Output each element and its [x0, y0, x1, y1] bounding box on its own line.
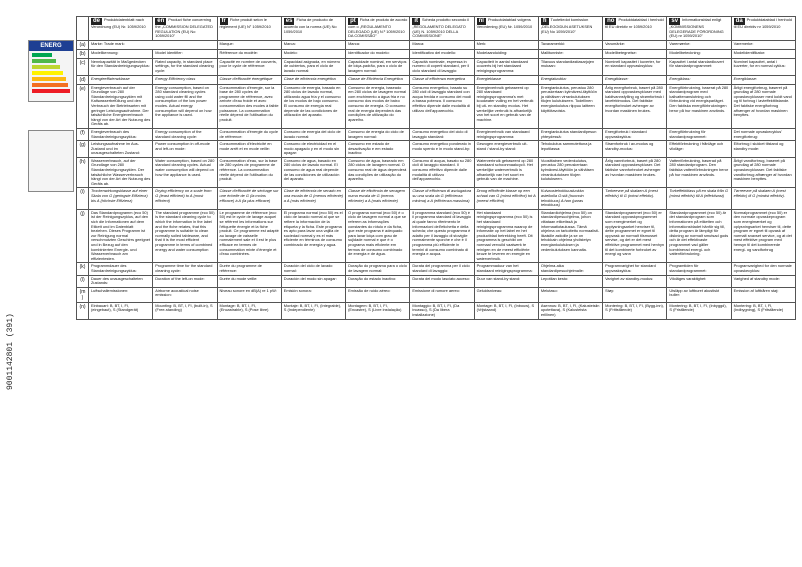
table-cell: Droog efficiëntie klasse op een schaal van G (minst efficiënt) tot A (meest efficiënt) — [474, 188, 538, 209]
header-row — [77, 17, 796, 41]
table-cell: Tehokulutus sammutettuna ja lepotilassa: — [538, 141, 602, 158]
table-cell: Consumo di acqua, basato su 280 cicli di lavaggio standard. Il consumo effettivo dipende dalle modalità di utilizzo dell'apparecchio. — [410, 157, 474, 188]
table-cell: Model identifier: — [153, 49, 217, 58]
table-cell: Consumo energetico del ciclo di lavaggio standard: — [410, 128, 474, 140]
row-label: (c) — [77, 58, 89, 75]
table-cell: Varemærke: — [667, 40, 731, 49]
table-cell: Identificativo del modello: — [410, 49, 474, 58]
table-cell: Consommation d'énergie du cycle de référence: — [217, 128, 281, 140]
table-cell: Energy Efficiency class — [153, 75, 217, 84]
table-cell: Classe di efficienza di asciugatura su una scala da G (efficienza minima) a A (efficienza massima) — [410, 188, 474, 209]
table-cell: Durée du programme de référence: — [217, 263, 281, 275]
table-cell: Montering: B, BT, I, FI, (Indbygning), S (Fritstående) — [731, 302, 795, 319]
table-cell: Modelaanduiding: — [474, 49, 538, 58]
document-code: 9001142801 (391) — [6, 313, 15, 390]
table-cell: Rated capacity, in standard place settings, for the standard cleaning cycle: — [153, 58, 217, 75]
table-cell: Varighed af standby mode: — [731, 275, 795, 287]
table-cell: Consumo de água, baseado em 280 ciclos de lavagem normal. O consumo real de água dependerá das condições de utilização do aparelho. — [346, 157, 410, 188]
table-cell: Marca: — [346, 40, 410, 49]
column-header-es — [281, 17, 345, 41]
table-cell: Référence du modèle: — [217, 49, 281, 58]
column-title: Ficha de producto de acuerdo con la norma (UE) No 1059/2010 — [283, 17, 337, 34]
table-cell: Standardiohjelma (eco 50) on standardipesuohjelma, johon viitataan etiketissä ja informaatiotaulussa. Tämä ohjelma on tarkoitettu normaalisti-likaisille astioille ja se on tehokkain ohjelma yhdistetyn energiankulutuksen ja vedenkulutuksen kannalta. — [538, 209, 602, 263]
table-cell: Energy consumption of the standard cleaning cycle: — [153, 128, 217, 140]
table-cell: Energiklasse: — [603, 75, 667, 84]
table-cell: Programvarighet for standard oppvasksyklus: — [603, 263, 667, 275]
row-label: (k) — [77, 263, 89, 275]
table-cell: Duración del ciclo de lavado normal: — [281, 263, 345, 275]
table-cell: Viloläges varaktighet: — [667, 275, 731, 287]
row-label: (l) — [77, 275, 89, 287]
table-cell: Emissão de ruído aéreo: — [346, 287, 410, 302]
table-cell: Energiklasse: — [731, 75, 795, 84]
table-cell: Classe de eficiência de secagem numa escala de G (menos eficiente) a A (mais eficiente) — [346, 188, 410, 209]
table-cell: Tørreevne på skalaen A (mest effektiv) til G (mindst effektiv). — [731, 188, 795, 209]
energy-label-brand: ENERG — [29, 41, 73, 51]
table-row — [77, 188, 796, 209]
table-cell: Das Standardprogramm (eco 50) ist der Reinigungszyklus, auf den sich die Informationen auf dem Etikett und im Datenblatt beziehen. Dieses Programm ist zur Reinigung normal verschmutzten Geschirrs geeignet und in Bezug auf den kombinierten Energie- und Wasserverbrauch am effizientesten. — [89, 209, 153, 263]
table-cell: Marque: — [217, 40, 281, 49]
table-cell: Consumo de electricidad en el modo apagado y en el modo sin apagar: — [281, 141, 345, 158]
energy-label-thumbnail — [28, 40, 74, 102]
table-cell: Classe di efficienza energetica — [410, 75, 474, 84]
column-title: Produktdatablad i henhold til EU direktiv nr 1059/2010 — [605, 17, 664, 29]
table-cell: Marca: — [281, 40, 345, 49]
product-fiche-table — [76, 16, 796, 320]
table-cell: Tavaramerkki: — [538, 40, 602, 49]
row-label: (m) — [77, 287, 89, 302]
table-cell: Drying efficiency on a scale from G (least efficient) to A (most efficient) — [153, 188, 217, 209]
column-title: Informationsblad enligt „KOMMISSIONENS DELEGERADE FÖRORDNING (EU) nr 1059/2010” — [669, 17, 724, 39]
table-cell: Capacité en nombre de couverts, pour le cycle de référence: — [217, 58, 281, 75]
header-blank — [77, 17, 89, 41]
table-cell: Energieverbrauch des Standardreinigungszyklus: — [89, 128, 153, 140]
row-label: (d) — [77, 75, 89, 84]
table-cell: Niveau sonore en dB(A) re 1 pW: — [217, 287, 281, 302]
table-cell: Mounting: B, BT, I, FI, (built-in), S (Free-standing) — [153, 302, 217, 319]
table-cell: Consumo energetico, basato su 280 cicli di lavaggio standard con acqua fredda e consumo dei modi a bassa potenza. Il consumo effettivo dipende dalle modalità di utilizzo dell'apparecchio. — [410, 84, 474, 128]
table-cell: Duration of the left-on mode: — [153, 275, 217, 287]
table-cell: Det normale opvaskecyklus' energiforbrug: — [731, 128, 795, 140]
table-cell: Nominell kapasitet i kuverter, for en standard oppvasksyklus: — [603, 58, 667, 75]
table-cell: Power consumption in off-mode and left-on mode: — [153, 141, 217, 158]
table-row — [77, 302, 796, 319]
table-cell: Gewogen energieverbruik uit-stand / stand-by stand: — [474, 141, 538, 158]
table-cell: Consumo energetico ponderato in modo spento e in modo stand-by: — [410, 141, 474, 158]
table-cell: Tilavuus standardiastiasarjojen mukaan: — [538, 58, 602, 75]
table-body — [77, 40, 796, 319]
table-row — [77, 84, 796, 128]
language-code: es — [285, 18, 293, 24]
table-cell: Capacità nominale, espressa in numero di coperti standard, per il ciclo standard di lavaggio: — [410, 58, 474, 75]
table-cell: Årlig vannforbruk, basert på 280 standard oppvaskesykluser. Det faktiske vannforbruket avhenger av hvordan maskinen brukes. — [603, 157, 667, 188]
table-row — [77, 209, 796, 263]
table-row — [77, 75, 796, 84]
language-code: en — [157, 18, 165, 24]
table-cell: Emissione di rumore aereo: — [410, 287, 474, 302]
table-cell: Programme time for the standard cleaning cycle: — [153, 263, 217, 275]
table-row — [77, 58, 796, 75]
table-cell: Duur van stand-by stand: — [474, 275, 538, 287]
column-title: Produktdatenblatt nach Verordnung (EU) Nr. 1059/2010 — [91, 17, 146, 29]
row-label: (n) — [77, 302, 89, 319]
table-cell: Energialuokka: — [538, 75, 602, 84]
table-cell: Waterverbruik gebaseerd op 280 standaard schoonmaakcycli. Het werkelijke waterverbruik is afhankelijk van het soort en gebruik van de machine. — [474, 157, 538, 188]
table-cell: Modellbetegnelse: — [603, 49, 667, 58]
table-cell: Modelo: — [281, 49, 345, 58]
column-header-sv — [667, 17, 731, 41]
table-cell: Airborne acoustical noise emission: — [153, 287, 217, 302]
table-cell: O programa normal (eco 50) é o ciclo de lavagem normal a que se referem as informações constantes do rótulo e da ficha, que este programa é adequado para lavar loiça com grau de sujidade normal e que é o programa mais eficiente em termos de consumo combinado de energia e de água. — [346, 209, 410, 263]
table-cell: Montage: B, BT, I, FI, (Encastrable), S (Pose libre) — [217, 302, 281, 319]
table-cell: Emisión sonora: — [281, 287, 345, 302]
table-cell: Capacidad asignada, en número de cubiertos, para el ciclo de lavado normal: — [281, 58, 345, 75]
table-cell: Nennkapazität in Maßgedecken für den Standardreinigungszyklus: — [89, 58, 153, 75]
column-title: Ficha de produto de acordo com o „REGULAMENTO DELEGADO (UE) N.º 1059/2010 DA COMISSÃO” — [348, 17, 408, 39]
table-cell: Energieklasse — [474, 75, 538, 84]
language-code: da — [735, 18, 743, 24]
table-cell: Varighet av standby-modus: — [603, 275, 667, 287]
language-code: no — [607, 18, 615, 24]
table-cell: Het standaard reinigingsprogramma (eco 50) is het standaard reinigingsprogramma waarop de informatie op het label en het productblad betrekking heeft. Dit programma is geschikt om normaal vervuild vaatwerk te reinigen en de meest efficiënte keuze te leveren en energie en waterverbruik. — [474, 209, 538, 263]
language-code: pt — [350, 18, 356, 24]
row-label: (h) — [77, 157, 89, 188]
table-cell: Årligt vandforbrug, baseret på grundlag af 280 normale opvaskecyklusser. Det faktiske vandforbrug afhænger af hvordan maskinen benyttes. — [731, 157, 795, 188]
table-cell: Capacidade nominal, em serviços de loiça-padrão, para o ciclo de lavagem normal: — [346, 58, 410, 75]
column-title: Scheda prodotto secondo il „REGOLAMENTO DELEGATO (UE) N. 1059/2010 DELLA COMMISSIONE” — [412, 17, 470, 39]
table-cell: The standard programme (eco 50) is the standard cleaning cycle to which the information in the label and the fiche relates, that this programme is suitable to clean normally soiled tableware, and that it is the most efficient programme in terms of combined energy and water consumption — [153, 209, 217, 263]
column-title: Produktdatablad i henhold til EU direktiv nr 1059/2010 — [733, 17, 792, 29]
table-cell: Consommation d'énergie, sur la base de 280 cycles de programme de référence, avec arrivée d'eau froide et avec consommation des modes à faible puissance. La consommation réelle dépend de l'utilisation du produit. — [217, 84, 281, 128]
table-cell: Energieeffizienzklasse — [89, 75, 153, 84]
table-cell: Clase de eficiencia de secado en una escala de G (menos eficiente) a A (más eficiente) — [281, 188, 345, 209]
column-title: Fiche produit selon le règlement (UE) N° 1059/2010 — [219, 17, 271, 29]
table-cell: Duração do estado inactivo: — [346, 275, 410, 287]
column-header-no — [603, 17, 667, 41]
table-cell: Effektförbrukning i frånläge och viloläge: — [667, 141, 731, 158]
table-row — [77, 141, 796, 158]
table-cell: Marke: Trade mark: — [89, 40, 218, 49]
table-cell: Programmdauer des Standardreinigungszyklus: — [89, 263, 153, 275]
row-label: (b) — [77, 49, 89, 58]
table-cell: Normalprogrammet (eco 50) er den normale opvaskeprogram som energimærket og oplysningsarket henviser til, dette program er egnet til opvask af normalt snavset service, og at det mest effektive program med hensyn til det kombinerede energi- og vandforbrug — [731, 209, 795, 263]
table-cell: Dauer des unausgeschalteten Zustands: — [89, 275, 153, 287]
table-cell: Durée du mode veille: — [217, 275, 281, 287]
table-cell: Energiklass: — [667, 75, 731, 84]
table-row — [77, 263, 796, 275]
row-label: (i) — [77, 188, 89, 209]
table-cell: Consommation d'eau, sur la base de 280 cycles de programme de référence. La consommation réelle dépend de l'utilisation du produit. — [217, 157, 281, 188]
table-cell: Identificador do modelo: — [346, 49, 410, 58]
language-code: sv — [671, 18, 679, 24]
column-header-en — [153, 17, 217, 41]
column-header-fr — [217, 17, 281, 41]
table-cell: Merk: — [474, 40, 538, 49]
table-cell: Årlig energiforbruk, basert på 280 standard oppvaskesykluser med kaldtvannsfylling og strømforbruk i lavefektmodus. Det faktiske energiforbruket avhenger av hvordan maskinen brukes. — [603, 84, 667, 128]
table-cell: Montaggio: B, BT, I, FI, (Da incasso), S (Da libera installazione) — [410, 302, 474, 319]
table-cell: Clase de eficiencia energética — [281, 75, 345, 84]
table-cell: Consumo de agua, basado en 280 ciclos de lavado normal. El consumo de agua real depende de las condiciones de utilización del aparato. — [281, 157, 345, 188]
table-cell: Water consumption, based on 280 standard cleaning cycles. Actual water consumption will depend on how the appliance is used. — [153, 157, 217, 188]
table-cell: Montering: B, BT, I, FI, (Inbyggd), S (Fristående) — [667, 302, 731, 319]
table-cell: Energiförbrukning, baserat på 280 standardprogram med kallvattenanslutning och förbrukning vid energisparläget. Den faktiska energiförbrukningen beror på hur maskinen används. — [667, 84, 731, 128]
table-cell: Årligt energiforbrug, baseret på grundlag af 280 normale opvaskecyklusser med koldt vand og til forbrug i lavteffekttilstande. Det faktiske energiforbrug afhænger af hvordan maskinen benyttes. — [731, 84, 795, 128]
column-header-pt — [346, 17, 410, 41]
table-cell: Energiankulutus, perustuu 280 peruskertaan kylmävesi-täyttöön ja vähäisen virrankulutuksen tilojen kulutukseen. Todellinen energiankulutus riippuu laitteen käyttötavoista. — [538, 84, 602, 128]
row-label: (e) — [77, 84, 89, 128]
table-cell: Capaciteit in aantal standaard couverts bij het standaard reinigingsprogramma: — [474, 58, 538, 75]
table-cell: Strømforbruk i av-modus og standby-modus: — [603, 141, 667, 158]
column-header-nl — [474, 17, 538, 41]
table-cell: Leistungsaufnahme im Aus-Zustand und im unausgeschalteten Zustand: — [89, 141, 153, 158]
table-cell: Programtiden för standardprogrammet: — [667, 263, 731, 275]
table-cell: Kuivaustehokkuusluokka asteikolla G:stä (huonoin tehokkuus) A:han (paras tehokkuus) — [538, 188, 602, 209]
table-cell: Ohjelma-aika standardipesuohjelmalle: — [538, 263, 602, 275]
table-cell: Standardprogrammet (eco 50) er standard oppvaskprogrammet som energimerket og opplysningsarket henviser til, dette programmet er egnet til oppvask av normalt tilsmusset servise, og det er det mest effektive programmet med henhyn til det kombinerte forbruket av energi og vann — [603, 209, 667, 263]
table-cell: Emission af luftbåren støj: — [731, 287, 795, 302]
table-cell: Varumärke: — [603, 40, 667, 49]
table-cell: Støy: — [603, 287, 667, 302]
row-label: (j) — [77, 209, 89, 263]
table-cell: Montering: B, BT, I, FI, (Bygg-inn), S (Frittstående) — [603, 302, 667, 319]
table-cell: Duración del modo sin apagar: — [281, 275, 345, 287]
language-code: nl — [478, 18, 484, 24]
row-label: (a) — [77, 40, 89, 49]
table-cell: Melutaso: — [538, 287, 602, 302]
table-cell: Consumo de energia, baseado em 280 ciclos de lavagem normal com enchimento a água fria e no consumo dos modos de baixo consumo de energia. O consumo real de energia dependerá das condições de utilização do aparelho. — [346, 84, 410, 128]
table-cell: Tørkeevne på skalaen A (mest effektiv) til G (minst effektiv). — [603, 188, 667, 209]
table-cell: Torkeffektklass på en skala från G (minst effektiv) till A (effektivast) — [667, 188, 731, 209]
table-cell: Vuosittainen vedenkulutus, perustuu 280 peruskertaan kylmävesi-täyttöön ja vähäisen virrankulutuksen tilojen kulutukseen. — [538, 157, 602, 188]
language-code: it — [414, 18, 418, 24]
table-cell: Le programme de référence (eco 50) est le cycle de lavage auquel se réfèrent les informations sur l'étiquette énergie et la fiche produit. Ce programme est adapté au lavage de vaisselle normalement sale et il est le plus efficace en termes de consommation mixte d'énergie et d'eau combinées. — [217, 209, 281, 263]
table-cell: Asennus: B, BT, I, FI, (Kalusteisiin upotettava), S (Kalusteista erillinen) — [538, 302, 602, 319]
language-code: fi — [542, 18, 547, 24]
table-cell: Durata del programma per il ciclo standard di lavaggio: — [410, 263, 474, 275]
table-cell: Classe d'efficacité énergétique — [217, 75, 281, 84]
table-row — [77, 128, 796, 140]
table-row — [77, 40, 796, 49]
table-cell: Energieverbruik van standaard reinigingsprogramma: — [474, 128, 538, 140]
table-cell: Lepotilan kesto: — [538, 275, 602, 287]
table-cell: Utsläpp av luftburet akustiskt buller: — [667, 287, 731, 302]
table-cell: Varemerke: — [731, 40, 795, 49]
table-cell: Classe de Eficiência Energética — [346, 75, 410, 84]
table-cell: Wasserverbrauch, auf der Grundlage von 280 Standardreinigungszyklen. Der tatsächliche Wasserverbrauch hängt von der Art der Nutzung des Geräts ab. — [89, 157, 153, 188]
language-code: fr — [221, 18, 226, 24]
table-cell: Il programma standard (eco 50) è il programma standard di lavaggio al quale fanno riferimento le informazioni dell'etichetta e della scheda; che questo programma è adatto per il lavaggio di stoviglie normalmente sporche e che è il programma più efficiente in termini di consumo combinato di energia e acqua. — [410, 209, 474, 263]
table-cell: Consumo em estado de desactivação e em estado inactivo: — [346, 141, 410, 158]
language-code: de — [93, 18, 101, 24]
row-label: (f) — [77, 128, 89, 140]
table-cell: Consumo de energía del ciclo de lavado normal: — [281, 128, 345, 140]
table-cell: Energy consumption, based on 280 standard cleaning cycles using cold water fill and the consumption of the low power modes. Actual energy consumption will depend on how the appliance is used. — [153, 84, 217, 128]
table-cell: Montage: B, BT, I, FI, (Inbouw), S (Vrijstaand) — [474, 302, 538, 319]
energy-label-detail-thumbnail — [28, 130, 74, 192]
table-cell: Consumo de energía, basado en 280 ciclos de lavado normal, utilizando agua fría y el consumo de los modos de bajo consumo. El consumo de energía real depende de las condiciones de utilización del aparato. — [281, 84, 345, 128]
table-row — [77, 275, 796, 287]
table-cell: Trockenwirkungsklasse auf einer Skala von G (geringste Effizienz) bis A (höchste Effizienz) — [89, 188, 153, 209]
table-row — [77, 287, 796, 302]
table-cell: Standardprogrammet (eco 50) är det standardprogram som informationen på etiketten och informationsbladet hänför sig till, detta program är lämpligt för diskning av normalt smutsad gods och är det effektivaste programmet vad gäller kombinerad energi- och vattenförbrukning. — [667, 209, 731, 263]
table-cell: Nominel kapacitet, antal i kuverter, for en normal cyklus: — [731, 58, 795, 75]
table-cell: Energieverbruik gebaseerd op 280 standaard reinigingsprogramma's met koudwater vulling en het verbruik bij uit- en standby modus. Het werkelijke verbruik is afhankelijk van het soort en gebruik van de machine. — [474, 84, 538, 128]
table-row — [77, 49, 796, 58]
table-cell: Classe d'efficacité de séchage sur une échelle de G (la moins efficace) à A (la plus efficace) — [217, 188, 281, 209]
column-header-de — [89, 17, 153, 41]
column-title: Productdatablad volgens Verordening (EU) Nr. 1059/2010 — [476, 17, 533, 29]
table-cell: Energiankulutus standardipesun yhteydessä: — [538, 128, 602, 140]
table-cell: Energiförbrukning för standardprogrammet: — [667, 128, 731, 140]
table-cell: Programmaduur van het standaard reinigingsprogramma: — [474, 263, 538, 275]
table-cell: Luftschallemissionen: — [89, 287, 153, 302]
table-cell: El programa normal (eco 50) es el ciclo de lavado normal al que se refiere la información de la etiqueta y la ficha. Este programa es apto para lavar una vajilla de suciedad normal y es el más eficiente en términos de consumo combinado de energía y agua. — [281, 209, 345, 263]
table-cell: Mallitunniste: — [538, 49, 602, 58]
table-cell: Consommation d'électricité en mode arrêt et en mode veille: — [217, 141, 281, 158]
table-cell: Energiforbruk i standard oppvasksyklus: — [603, 128, 667, 140]
column-header-it — [410, 17, 474, 41]
table-cell: Vattenförbrukning, baserad på 280 standardprogram. Den faktiska vattenförbrukningen beror på hur maskinen används. — [667, 157, 731, 188]
column-title: Product fiche concerning the „COMMISSION DELEGATED REGULATION (EU) No 1059/2010” — [155, 17, 213, 39]
table-cell: Marca: — [410, 40, 474, 49]
table-cell: Consumo de energia do ciclo de lavagem normal: — [346, 128, 410, 140]
table-row — [77, 157, 796, 188]
table-cell: Modellkennung: — [89, 49, 153, 58]
column-header-da — [731, 17, 795, 41]
table-cell: Duração do programa para o ciclo de lavagem normal: — [346, 263, 410, 275]
table-cell: Kapacitet i antal standardkuvert för standardprogrammet: — [667, 58, 731, 75]
table-cell: Einbauart: B, BT, I, FI, (eingebaut), S (Standgerät) — [89, 302, 153, 319]
table-cell: Durata del modo lasciato acceso: — [410, 275, 474, 287]
table-cell: Modelidentifikator: — [731, 49, 795, 58]
column-header-fi — [538, 17, 602, 41]
table-cell: Programvarighed for den normale opvaskecyklus: — [731, 263, 795, 275]
table-cell: Energieverbrauch auf der Grundlage von 280 Standardreinigungszyklen mit Kaltwasserbefüllung und den Verbrauch der Betriebsarten mit geringer Leistungsaufnahme. Der tatsächliche Energieverbrauch hängt von der Art der Nutzung des Geräts ab. — [89, 84, 153, 128]
table-cell: Montagem: B, BT, I, FI, (Encastre), S (Livre instalação) — [346, 302, 410, 319]
table-cell: Elforbrug i slukket tilstand og standby mode: — [731, 141, 795, 158]
column-title: Tuotetiedot komission „DELEGOIDUN ASETUKSEN (EU) No 1059/2010” — [540, 17, 593, 34]
table-cell: Modellbeteckning: — [667, 49, 731, 58]
table-cell: Montaje: B, BT, I, FI, (Integrable), S (Independiente) — [281, 302, 345, 319]
row-label: (g) — [77, 141, 89, 158]
table-cell: Geluidsniveau: — [474, 287, 538, 302]
